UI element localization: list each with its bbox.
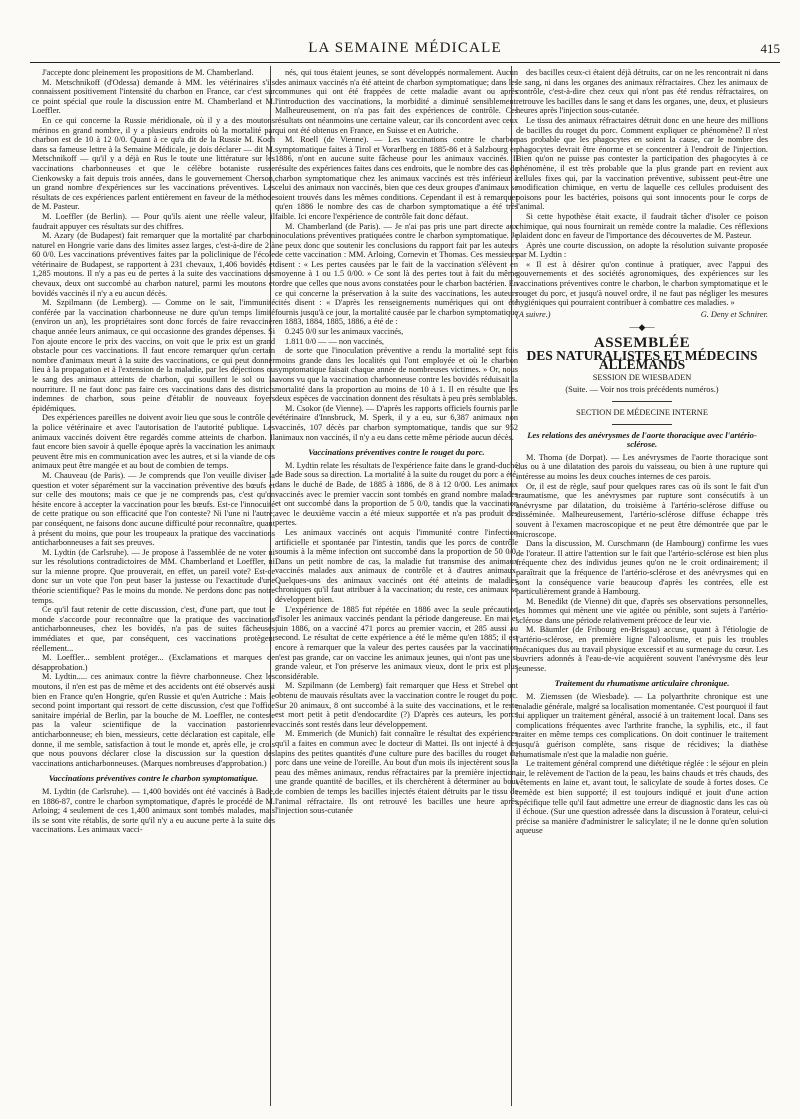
paragraph: Si cette hypothèse était exacte, il faudrait tâcher d'isoler ce poison chimique, qui nous fournirait un remède contre la maladie. Ces réflexions plaident donc en faveur de l'importance des découvertes de M. Pasteur. <box>516 211 768 241</box>
paragraph: de sorte que l'inoculation préventive a rendu la mortalité sept fois moins grande dans les localités qui l'ont employée et où le charbon symptomatique faisait chaque année de nombreuses victimes. » Or, nous avons vu que la vaccination charbonneuse contre les bovidés réduisait la mortalité dans la proportion au moins de 10 à 1. Il en résulte que les deux espèces de vaccination donnent des résultats à peu près semblables. <box>275 346 518 404</box>
paragraph: Les animaux vaccinés ont acquis l'immunité contre l'infection artificielle et spontanée par l'intestin, tandis que les porcs de contrôle soumis à la même infection ont succombé dans la proportion de 50 0/0. Dans un petit nombre de cas, la maladie fut transmise des animaux vaccinés malades aux animaux de contrôle et à d'autres animaux. Quelques-uns des animaux vaccinés ont été atteints de maladies chroniques qu'il faut attribuer à la vaccination; du reste, ces animaux se développent bien. <box>275 527 518 605</box>
paragraph: M. Bäumler (de Fribourg en-Brisgau) accuse, quant à l'étiologie de l'artério-sclérose, en première ligne l'alcoolisme, et puis les troubles mécaniques dus au travail physique excessif et au surmenage du cœur. Les ouvriers adonnés à l'eau-de-vie acquièrent souvent l'anévrysme dès leur jeunesse. <box>516 625 768 673</box>
page-number: 415 <box>760 41 780 56</box>
suite-note: (Suite. — Voir nos trois précédents numéros.) <box>565 385 719 395</box>
paragraph: M. Lydtin..... ces animaux contre la fièvre charbonneuse. Chez les moutons, il n'en est pas de même et des accidents ont été observés aussi bien en France qu'en Hongrie, qu'en Russie et qu'en Autriche : Mais le second point important qui ressort de cette discussion, c'est que l'office sanitaire impérial de Berlin, par la bouche de M. Loeffler, ne conteste pas la valeur scientifique de la vaccination pastorienne anticharbonneuse; eh bien, messieurs, cette déclaration est capitale, elle donne, il me semble, satisfaction à tout le monde et, après elle, je crois que nous pouvons déclarer close la discussion sur la question des vaccinations anticharbonneuses. (Marques nombreuses d'approbation.) <box>32 672 275 768</box>
paragraph: 1.811 0/0 — — non vaccinés, <box>285 336 385 346</box>
section-label: SECTION DE MÉDECINE INTERNE <box>576 408 708 417</box>
to-be-continued: (A suivre.) <box>516 309 551 319</box>
section-heading: Traitement du rhumatisme articulaire chronique. <box>554 678 730 689</box>
section-heading: Vaccinations préventives contre le charbon symptomatique. <box>48 773 259 784</box>
paragraph: L'expérience de 1885 fut répétée en 1886 avec la seule précaution d'isoler les animaux vaccinés pendant la période dangereuse. En mai et juin 1886, on a vacciné 471 porcs au premier vaccin, et 285 aussi au second. Le résultat de cette expérience a été le même qu'en 1885; il est encore à remarquer que la valeur des pertes causées par la vaccination n'est pas grande, car on vaccine les animaux jeunes, qui n'ont pas une si grande valeur, et l'on préserve les animaux vieux, dont le prix est plus considérable. <box>275 604 518 681</box>
paragraph: « Il est à désirer qu'on continue à pratiquer, avec l'appui des gouvernements et des sociétés agronomiques, des expériences sur les vaccinations préventives contre le charbon, le charbon symptomatique et le rouget du porc, et jusqu'à nouvel ordre, il ne faut pas négliger les mesures hygiéniques qui pourraient contribuer à combattre ces maladies. » <box>516 259 768 308</box>
paragraph: nés, qui tous étaient jeunes, se sont développés normalement. Aucun des animaux vaccinés n'a été atteint de charbon symptomatique; dans les communes qui ont été frappées de cette maladie avant ou après l'introduction des vaccinations, la morbidité a diminué sensiblement. Malheureusement, on n'a pas fait des expériences de contrôle. Ces résultats ont néanmoins une certaine valeur, car ils concordent avec ceux qui ont été obtenus en France, en Suisse et en Autriche. <box>275 68 518 135</box>
paragraph: M. Chamberland (de Paris). — Je n'ai pas pris une part directe aux inoculations préventives pratiquées contre le charbon symptomatique. Je ne peux donc que soutenir les conclusions du rapport fait par les auteurs de cette vaccination : MM. Arloing, Cornevin et Thomas. Ces messieurs disent : « Les pertes causées par le fait de la vaccination s'élèvent en moyenne à 1 ou 1.5 0/00. » Ce sont là des pertes tout à fait du même ordre que celles que nous avons constatées pour le charbon bactérien. En ce qui concerne la préservation à la suite des vaccinations, les auteurs cités disent : « D'après les renseignements numériques qui ont été fournis jusqu'à ce jour, la mortalité causée par le charbon symptomatique en 1883, 1884, 1885, 1886, a été de : <box>275 221 518 327</box>
paragraph: Dans la discussion, M. Curschmann (de Hambourg) confirme les vues de l'orateur. Il attire l'attention sur le fait que l'artério-sclérose est bien plus fréquente chez des individus jeunes qu'on ne le croit ordinairement; il paraîtrait que la fréquence de l'artério-sclérose et des anévrysmes qui en sont la conséquence varie beaucoup d'après les contrées, elle est particulièrement grande à Hambourg. <box>516 539 768 597</box>
paragraph: M. Lydtin (de Carlsruhe). — 1,400 bovidés ont été vaccinés à Bade, en 1886-87, contre le charbon symptomatique, d'après le procédé de M. Arloing; 4 seulement de ces 1,400 animaux sont tombés malades, mais ils se sont vite rétablis, de sorte qu'il n'y a eu aucune perte à la suite des vaccinations. Les animaux vacci- <box>32 786 275 835</box>
paragraph: En ce qui concerne la Russie méridionale, où il y a des moutons mérinos en grand nombre, il y a plusieurs endroits où la mortalité par charbon est de 10 à 12 0/0. Quant à ce qu'a dit de la Russie M. Koch dans sa fameuse lettre à la Semaine Médicale, je dois déclarer — dit M. Metschnikoff — qu'il y a déjà en Rus le toute une littérature sur les vaccinations charbonneuses et que le célèbre botaniste russe Cienkowsky a fait depuis trois années, dans le gouvernement Cherson, un grand nombre d'expériences sur les vaccinations préventives. Les résultats de ces expériences parlent entièrement en faveur de la méthode de M. Pasteur. <box>32 115 275 212</box>
paragraph: 0.245 0/0 sur les animaux vaccinés, <box>285 327 404 337</box>
paragraph: des bacilles ceux-ci étaient déjà détruits, car on ne les rencontrait ni dans le sang, ni dans les organes des animaux réfractaires. Chez les animaux de contrôle, c'est-à-dire chez ceux qui n'ont pas été rendus réfractaires, on retrouve les bacilles dans le sang et dans les organes, une, deux, et plusieurs heures après l'injection sous-cutanée. <box>516 68 768 116</box>
paragraph: M. Chauveau (de Paris). — Je comprends que l'on veuille diviser la question et voter séparément sur la vaccination préventive des bœufs et sur celle des moutons; mais ce que je ne comprends pas, c'est qu'on hésite encore à accepter la vaccination pour les bœufs. Est-ce l'innocuité de cette pratique ou son efficacité que l'on conteste? Ni l'une ni l'autre; par conséquent, ne faisons donc aucune difficulté pour reconnaître, quant à présent du moins, que pour les troupeaux la pratique des vaccinations anticharbonneuses a fait ses preuves. <box>32 470 275 548</box>
assembly-subtitle: DES NATURALISTES ET MÉDECINS ALLEMANDS <box>526 347 758 373</box>
paragraph: Des expériences pareilles ne doivent avoir lieu que sous le contrôle de la police vétérinaire et avec l'autorisation de l'autorité publique. Les animaux vaccinés doivent être regardés comme atteints de charbon. Il faut encore bien savoir à quelle époque après la vaccination les animaux peuvent être mis en communication avec les autres, et si la viande de ces animaux peut être mangée et au bout de combien de temps. <box>32 413 275 471</box>
paragraph: M. Thoma (de Dorpat). — Les anévrysmes de l'aorte thoracique sont dus ou à une dilatation des parois du vaisseau, ou bien à une rupture qui intéresse au moins les deux couches internes de ces parois. <box>516 452 768 481</box>
paragraph: M. Csokor (de Vienne). — D'après les rapports officiels fournis par le vétérinaire d'Innsbruck, M. Sperk, il y a eu, sur 6,387 animaux non vaccinés, 107 décès par charbon symptomatique, tandis que sur 952 animaux non vaccinés, il n'y a eu dans cette même période aucun décès. <box>275 403 518 442</box>
page-header <box>30 40 780 60</box>
column-2-section <box>275 461 518 816</box>
column-3-section-2 <box>516 692 768 836</box>
paragraph: Ce qu'il faut retenir de cette discussion, c'est, d'une part, que tout le monde s'accorde pour reconnaître que la pratique des vaccinations anticharbonneuses, chez les bovidés, n'a pas de suites fâcheuses immédiates et que, par conséquent, ces vaccinations protègent réellement... <box>32 605 275 653</box>
paragraph: M. Metschnikoff (d'Odessa) demande à MM. les vétérinaires s'ils connaissent positivement l'intensité du charbon en France, car c'est sur ce point spécial que roule la discussion entre M. Chamberland et M. Loeffler. <box>32 77 275 116</box>
paragraph: M. Azary (de Budapest) fait remarquer que la mortalité par charbon naturel en Hongrie varie dans des limites assez larges, c'est-à-dire de 2 à 60 0/0. Les vaccinations préventives faites par la policlinique de l'école vétérinaire de Budapest, se rapportent à 231 chevaux, 1,406 bovidés et 1,285 moutons. Il n'y a pas eu de pertes à la suite des vaccinations des chevaux, deux ont succombé au charbon naturel, parmi les moutons et bovidés vaccinés il n'y a eu aucun décès. <box>32 231 275 298</box>
section-heading: Vaccinations préventives contre le rouget du porc. <box>308 447 485 458</box>
header-rule <box>30 62 780 63</box>
authors: G. Deny et Schnirer. <box>700 309 768 319</box>
paragraph: M. Benedikt (de Vienne) dit que, d'après ses observations personnelles, les hommes qui mènent une vie agitée ou pénible, sont sujets à l'artério-sclérose dans une période relativement précoce de leur vie. <box>516 596 768 625</box>
paragraph: M. Ziemssen (de Wiesbade). — La polyarthrite chronique est une maladie générale, malgré sa localisation momentanée. C'est pourquoi il faut lui appliquer un traitement général, associé à un traitement local. Dans ses complications fréquentes avec l'arthrite franche, la syphilis, etc., il faut traiter en même temps ces complications. On doit continuer le traitement jusqu'à guérison complète, sans risque de récidives; la diathèse rhumatismale n'est que la maladie non guérie. <box>516 692 768 759</box>
column-1-section <box>32 787 275 835</box>
paragraph: M. Loeffler... semblent protéger... (Exclamations et marques de désapprobation.) <box>32 653 275 672</box>
assembly-title: ASSEMBLÉE <box>593 335 691 352</box>
column-1 <box>32 68 275 1108</box>
paragraph: M. Lydtin (de Carlsruhe). — Je propose à l'assemblée de ne voter ni sur les résolutions contradictoires de MM. Chamberland et Loeffler, ni sur la mienne propre. Que prouverait, en effet, un pareil vote? Est-ce donc sur un vote que l'on peut baser la justesse ou l'exactitude d'une théorie scientifique? Pas le moins du monde. Ne perdons donc pas notre temps. <box>32 547 275 605</box>
paragraph: M. Roell (de Vienne). — Les vaccinations contre le charbon symptomatique faites à Tirol et Vorarlberg en 1885-86 et à Salzbourg en 1886, n'ont en aucune suite fâcheuse pour les animaux vaccinés. Il résulte des expériences faites dans ces endroits, que le nombre des cas de charbon symptomatique chez les animaux vaccinés est très inférieur à celui des animaux non vaccinés, bien que ces deux groupes d'animaux se soient trouvés dans les mêmes conditions. Cependant il est à remarquer qu'en 1886 le nombre des cas de charbon symptomatique a été très faible. Ici encore l'expérience de contrôle fait donc défaut. <box>275 135 518 221</box>
ornament-divider: —◆— <box>629 322 655 333</box>
column-3 <box>516 68 768 1108</box>
column-1-body <box>32 68 275 768</box>
paragraph: Le tissu des animaux réfractaires détruit donc en une heure des millions de bacilles du rouget du porc. Comment expliquer ce phénomène? Il n'est pas probable que les phagocytes en soient la cause, car le nombre des phagocytes devrait être énorme et se concentrer à l'endroit de l'injection. Bien qu'on ne puisse pas contester la participation des phagocytes à ce phénomène, il est très probable que la plus grande part en revient aux cellules fixes qui, par la vaccination préventive, subissent peut-être une modification chimique, en vertu de laquelle ces cellules produisent des poisons pour les bactéries, poisons qui sont innocents pour le corps de l'animal. <box>516 115 768 212</box>
paragraph: Or, il est de règle, sauf pour quelques rares cas où ils sont le fait d'un traumatisme, que les anévrysmes par rupture sont consécutifs à un anévrysme par dilatation, du troisième à l'artério-sclérose diffuse ou disséminée. Malheureusement, l'artério-sclérose diffuse échappe très souvent à l'examen macroscopique et ne peut être démontrée que par le microscope. <box>516 481 768 539</box>
signature <box>516 310 768 320</box>
column-3-body <box>516 68 768 308</box>
paragraph: M. Szpilmann (de Lemberg) fait remarquer que Hess et Strebel ont obtenu de mauvais résultats avec la vaccination contre le rouget du porc. Sur 20 animaux, 8 ont succombé à la suite des vaccinations, et le reste est mort petit à petit d'endocardite (?) D'après ces auteurs, les porcs vaccinés sont restés dans leur développement. <box>275 681 518 729</box>
column-2 <box>275 68 518 1108</box>
divider <box>612 424 672 425</box>
paragraph: Après une courte discussion, on adopte la résolution suivante proposée par M. Lydtin : <box>516 240 768 260</box>
paragraph: Le traitement général comprend une diététique réglée : le séjour en plein air, le relèvement de l'action de la peau, les bains chauds et très chauds, des vêtements en laine et, avant tout, le salicylate de soude à fortes doses. Ce remède est bien supporté; il est toujours indiqué et jouit d'une action spécifique telle qu'il faut admettre une erreur de diagnostic dans les cas où il échoue. (Sur une question adressée dans la discussion à l'orateur, celui-ci précise sa manière d'administrer le salicylate; il ne le donne qu'en solution aqueuse <box>516 759 768 836</box>
session-label: SESSION DE WIESBADEN <box>592 372 692 382</box>
column-2-body <box>275 68 518 442</box>
paragraph: M. Szpilmann (de Lemberg). — Comme on le sait, l'immunité conférée par la vaccination charbonneuse ne dure qu'un temps limité (environ un an), les propriétaires sont donc forcés de faire revacciner chaque année leurs animaux, ce qui occasionne des grandes dépenses. Si l'on ajoute encore le prix des vaccins, on voit que le prix est un grand obstacle pour ces vaccinations. Il faut encore remarquer qu'un certain nombre d'animaux meurt à la suite des vaccinations, ce qui peut donner lieu à la propagation et à l'extension de la maladie, par les déjections ou le sang des animaux atteints de charbon, qui souillent le sol ou la nourriture. Il ne faut donc pas faire ces vaccinations dans des districts indemnes de charbon, sous peine d'établir de nouveaux foyers épidémiques. <box>32 298 275 413</box>
paragraph: M. Loeffler (de Berlin). — Pour qu'ils aient une réelle valeur, il faudrait appuyer ces résultats sur des chiffres. <box>32 211 275 231</box>
section-heading: Les relations des anévrysmes de l'aorte thoracique avec l'artério-sclérose. <box>527 429 757 450</box>
divider <box>612 401 672 402</box>
paragraph: M. Emmerich (de Munich) fait connaître le résultat des expériences qu'il a faites en commun avec le docteur di Mattei. Ils ont injecté à des lapins des petites quantités d'une culture pure des bacilles du rouget du porc dans une veine de l'oreille. Au bout d'un mois ils injectèrent sous la peau des mêmes animaux, rendus réfractaires par la première injection, une grande quantité de bacilles, et ils cherchèrent à déterminer au bout de combien de temps les bacilles injectés étaient détruits par le tissu de l'animal réfractaire. Ils ont retrouvé les bacilles une heure après l'injection sous-cutanée <box>275 729 518 816</box>
journal-title: LA SEMAINE MÉDICALE <box>308 40 502 56</box>
paragraph: M. Lydtin relate les résultats de l'expérience faite dans le grand-duché de Bade sous sa direction. La mortalité à la suite du rouget du porc a été, dans le duché de Bade, de 1885 à 1886, de 8 à 12 0/00. Les animaux vaccinés avec le premier vaccin sont tombés en grand nombre malades et ont succombé dans la proportion de 5 0/0, tandis que la vaccination avec le deuxième vaccin a été mieux supportée et n'a pas produit des pertes. <box>275 460 518 528</box>
column-3-section-1 <box>516 453 768 674</box>
paragraph: J'accepte donc pleinement les propositions de M. Chamberland. <box>42 68 254 77</box>
